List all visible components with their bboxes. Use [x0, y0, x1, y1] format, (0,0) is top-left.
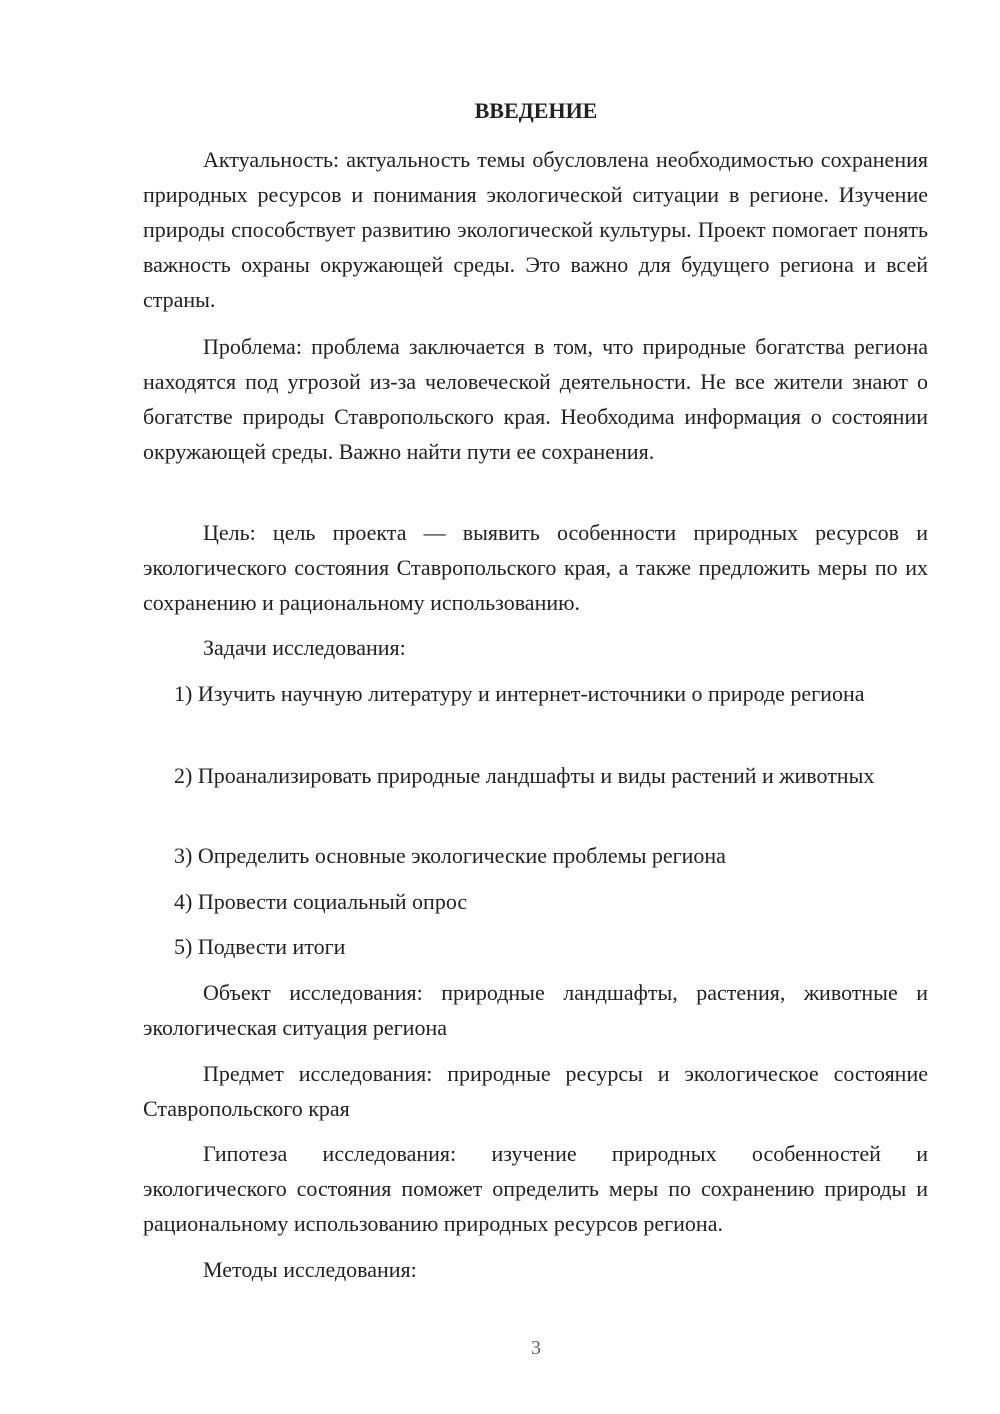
paragraph-hypothesis: Гипотеза исследования: изучение природных особенностей и экологического состояния поможет определить меры по сохранению природы и рациональному использованию природных ресурсов региона.: [143, 1141, 928, 1236]
paragraph-goal: Цель: цель проекта — выявить особенности природных ресурсов и экологического состояния Ставропольского края, а также предложить меры по их сохранению и рациональному использованию.: [143, 520, 928, 615]
paragraph-problem: Проблема: проблема заключается в том, что природные богатства региона находятся под угрозой из-за человеческой деятельности. Не все жители знают о богатстве природы Ставропольского края. Необходима информация о состоянии окружающей среды. Важно найти пути ее сохранения.: [143, 334, 928, 464]
task-item-2: 2) Проанализировать природные ландшафты и виды растений и животных: [174, 763, 875, 788]
task-item-4: 4) Провести социальный опрос: [174, 889, 468, 914]
paragraph-object: Объект исследования: природные ландшафты, растения, животные и экологическая ситуация региона: [143, 980, 928, 1040]
task-item-1: 1) Изучить научную литературу и интернет-источники о природе региона: [174, 681, 865, 706]
paragraph-tasks-heading: Задачи исследования:: [203, 635, 406, 660]
page-number: 3: [531, 1337, 541, 1359]
task-item-3: 3) Определить основные экологические проблемы региона: [174, 843, 726, 868]
paragraph-methods: Методы исследования:: [203, 1257, 417, 1282]
task-item-5: 5) Подвести итоги: [174, 934, 346, 959]
paragraph-relevance: Актуальность: актуальность темы обусловлена необходимостью сохранения природных ресурсов и понимания экологической ситуации в регионе. Изучение природы способствует развитию экологической культуры. Проект помогает понять важность охраны окружающей среды. Это важно для будущего региона и всей страны.: [143, 147, 928, 312]
page-heading: ВВЕДЕНИЕ: [474, 98, 598, 123]
paragraph-subject: Предмет исследования: природные ресурсы и экологическое состояние Ставропольского края: [143, 1061, 928, 1121]
